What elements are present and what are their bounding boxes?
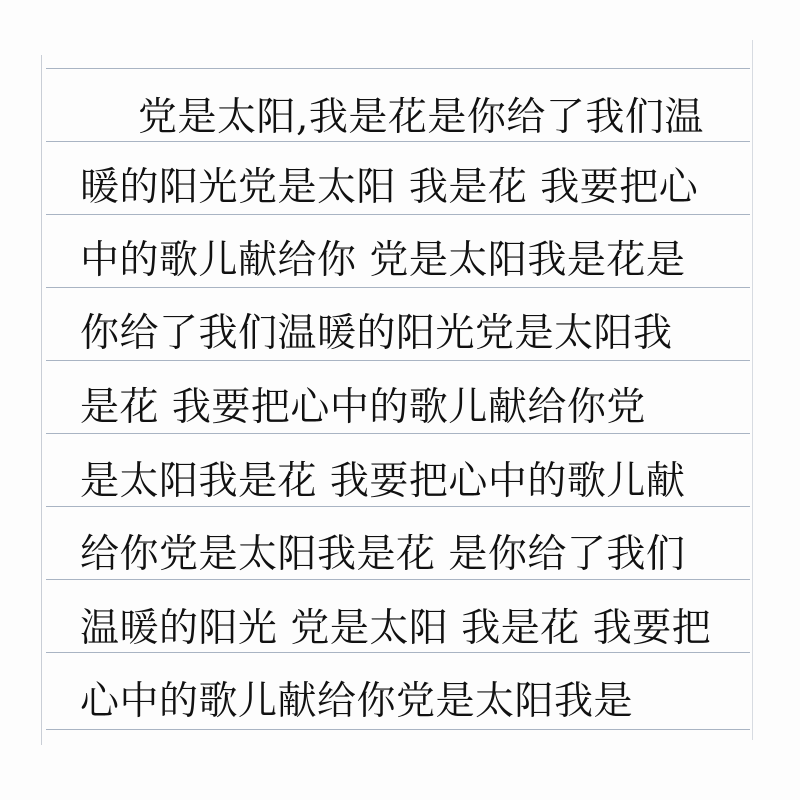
text-line-4: 你给了我们温暖的阳光党是太阳我 xyxy=(80,311,673,356)
text-line-6: 是太阳我是花 我要把心中的歌儿献 xyxy=(80,459,686,504)
ruled-line xyxy=(46,68,750,69)
text-line-8: 温暖的阳光 党是太阳 我是花 我要把 xyxy=(80,606,712,651)
text-line-3: 中的歌儿献给你 党是太阳我是花是 xyxy=(80,238,686,283)
text-line-1: 党是太阳,我是花是你给了我们温 xyxy=(138,95,704,140)
text-line-5: 是花 我要把心中的歌儿献给你党 xyxy=(80,385,646,430)
text-line-2: 暖的阳光党是太阳 我是花 我要把心 xyxy=(80,165,699,210)
sheet-left-margin-line xyxy=(41,55,42,745)
text-line-7: 给你党是太阳我是花 是你给了我们 xyxy=(80,532,686,577)
text-line-9: 心中的歌儿献给你党是太阳我是 xyxy=(80,679,634,724)
